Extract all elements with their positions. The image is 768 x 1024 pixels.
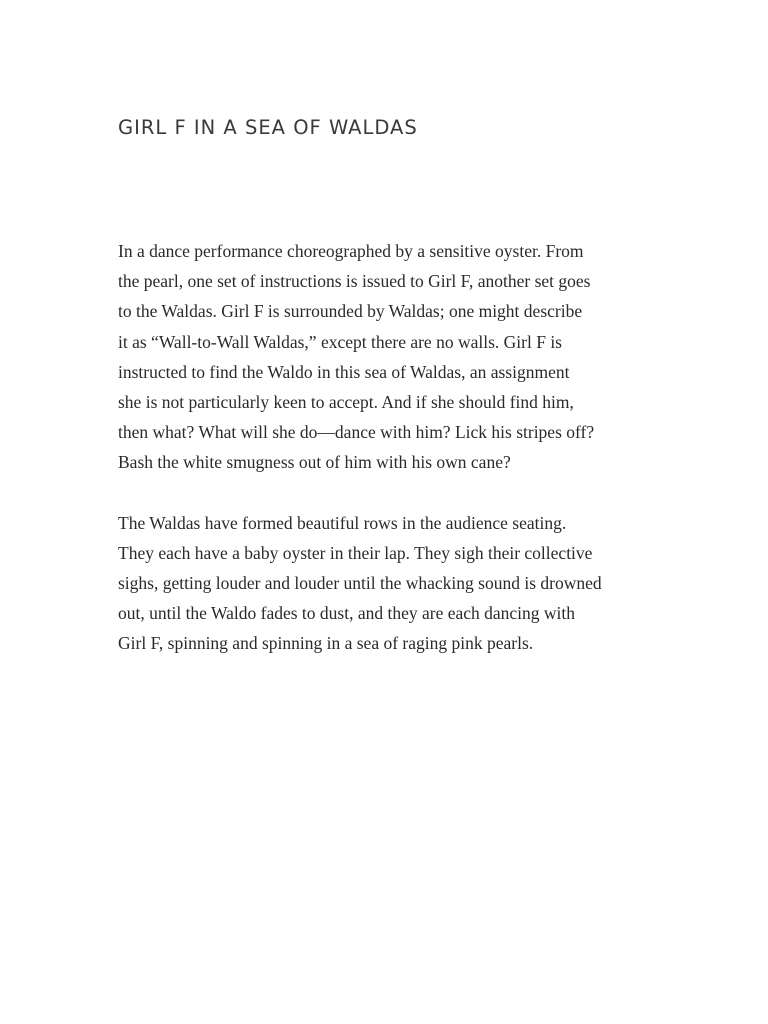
prose-body	[118, 236, 658, 688]
text-line: to the Waldas. Girl F is surrounded by Waldas; one might describe	[118, 301, 583, 322]
text-line: then what? What will she do—dance with him? Lick his stripes off?	[118, 422, 595, 443]
text-line: In a dance performance choreographed by a sensitive oyster. From	[118, 241, 584, 261]
text-line: instructed to find the Waldo in this sea of Waldas, an assignment	[118, 361, 570, 382]
text-line: Girl F, spinning and spinning in a sea of raging pink pearls.	[118, 633, 534, 654]
paragraph-1	[118, 236, 658, 478]
text-line: out, until the Waldo fades to dust, and they are each dancing with	[118, 603, 576, 624]
text-line: The Waldas have formed beautiful rows in the audience seating.	[118, 512, 567, 533]
text-line: she is not particularly keen to accept. And if she should find him,	[118, 391, 574, 412]
text-line: sighs, getting louder and louder until the whacking sound is drowned	[118, 572, 602, 593]
text-line: Bash the white smugness out of him with his own cane?	[118, 452, 511, 473]
poem-title: GIRL F IN A SEA OF WALDAS	[118, 116, 418, 139]
text-line: They each have a baby oyster in their lap. They sigh their collective	[118, 542, 593, 563]
text-line: it as “Wall-to-Wall Waldas,” except there are no walls. Girl F is	[118, 331, 562, 352]
text-line: the pearl, one set of instructions is issued to Girl F, another set goes	[118, 271, 591, 292]
paragraph-2	[118, 508, 658, 659]
